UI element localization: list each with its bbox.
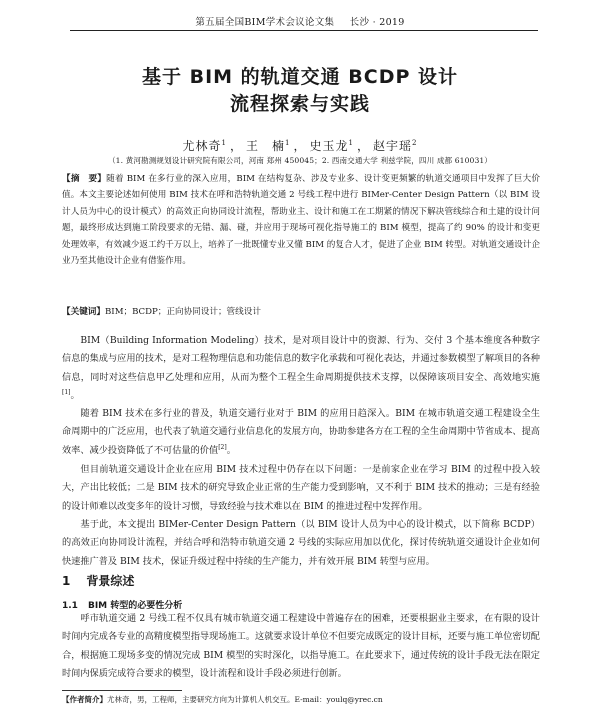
author: 王 楠$^1$ — [246, 139, 291, 153]
author: 史玉龙$^1$ — [309, 139, 354, 153]
body-paragraph: 基于此，本文提出 BIMer-Center Design Pattern（以 BIM 设计人员为中心的设计模式，以下简称 BCDP）的高效正向协同设计流程，并结合呼和浩特市轨道交通 2 号线的实际应用加以优化，探讨传统轨道交通设计企业如何快速推广普及 BIM 技术，保证升级过程中持续的生产能力，并有效开展 BIM 转型与应用。 — [62, 519, 540, 567]
body-paragraph: 呼市轨道交通 2 号线工程不仅具有城市轨道交通工程建设中普遍存在的困难，还要根据业主要求，在有限的设计时间内完成各专业的高精度模型指导现场施工。这就要求设计单位不但要完成既定的设计目标，还要与施工单位密切配合，根据施工现场多变的情况完成 BIM 模型的实时深化，以指导施工。在此要求下，通过传统的设计手段无法在限定时间内保质完成符合要求的模型，设计流程和设计手段必须进行创新。 — [62, 613, 540, 679]
abstract-text: 随着 BIM 在多行业的深入应用，BIM 在结构复杂、涉及专业多、设计变更频繁的轨道交通项目中发挥了巨大价值。本文主要论述如何使用 BIM 技术在呼和浩特轨道交通 2 号线工程中进行 BIMer-Center Design Pattern（以 BIM 设计人员为中心的设计模式）的高效正向协同设计流程，帮助业主、设计和施工在工期紧的情况下解决管线综合和土建的设计问题，最终形成达到施工阶段要求的无错、漏、碰，并应用于现场可视化指导施工的 BIM 模型，提高了约 90% 的设计和变更处理效率，有效减少返工约千万以上，培养了一批既懂专业又懂 BIM 的复合人才，促进了企业 BIM 转型。对轨道交通设计企业乃至其他设计企业有借鉴作用。 — [62, 174, 540, 267]
author-footnote — [62, 694, 383, 705]
running-header — [0, 14, 600, 28]
keywords-text: BIM；BCDP；正向协同设计；管线设计 — [104, 307, 261, 317]
keywords-label: 【关键词】 — [62, 307, 105, 317]
subsection-number: 1.1 — [62, 601, 78, 611]
body-paragraph: 随着 BIM 技术在多行业的普及，轨道交通行业对于 BIM 的应用日趋深入。BIM 在城市轨道交通工程建设全生命周期中的广泛应用，也代表了轨道交通行业信息化的发展方向，协助参建各方在工程的全生命周期中节省成本、提高效率、减少投资降低了不可估量的价值[2]。 — [62, 408, 540, 456]
title-line-1: 基于 BIM 的轨道交通 BCDP 设计 — [141, 66, 459, 88]
footnote-label: 【作者简介】 — [62, 695, 107, 704]
keywords — [62, 305, 540, 319]
author-separator: ， — [293, 139, 307, 153]
section-title: 背景综述 — [86, 574, 135, 588]
section-number: 1 — [62, 574, 71, 588]
author-list — [0, 137, 600, 154]
citation: [2] — [218, 443, 227, 451]
body-paragraph: 但目前轨道交通设计企业在应用 BIM 技术过程中仍存在以下问题：一是前家企业在学习 BIM 的过程中投入较大，产出比较低；二是 BIM 技术的研究导致企业正常的生产能力受到影响，又不利于 BIM 技术的推动；三是有经验的设计师难以改变多年的设计习惯，导致经验与技术难以在 BIM 的推进过程中发挥作用。 — [62, 464, 540, 512]
abstract-label: 【摘 要】 — [62, 174, 107, 184]
author-separator: ， — [356, 139, 370, 153]
affiliation: （1. 黄河勘测规划设计研究院有限公司，河南 郑州 450045；2. 西南交通大学 利兹学院，四川 成都 610031） — [107, 156, 493, 165]
subsection-title: BIM 转型的必要性分析 — [87, 601, 183, 611]
citation: [1] — [62, 388, 71, 396]
footnote-rule — [62, 690, 182, 691]
conference-name: 第五届全国BIM学术会议论文集 — [195, 17, 335, 28]
conference-location: 长沙 · 2019 — [349, 17, 405, 28]
paper-title — [0, 64, 600, 118]
author: 尤林奇$^1$ — [182, 139, 227, 153]
section-heading — [62, 572, 134, 589]
body-paragraph: BIM（Building Information Modeling）技术，是对项目设计中的资源、行为、交付 3 个基本维度各种数字信息的集成与应用的技术，是对工程物理信息和功能信息的数字化承载和可视化表达，并通过参数模型了解项目的各种信息，同时对这些信息甲乙处理和应用，从而为整个工程全生命周期提供技术支撑，以保障该项目安全、高效地实施[1]。 — [62, 335, 540, 401]
abstract — [62, 171, 540, 269]
author-separator: ， — [229, 139, 243, 153]
header-rule — [70, 30, 538, 31]
footnote-text: 尤林奇，男，工程师，主要研究方向为计算机人机交互。E-mail：youlq@yrec.cn — [107, 695, 383, 704]
author: 赵宇瑶$^2$ — [373, 139, 418, 153]
title-line-2: 流程探索与实践 — [229, 93, 370, 115]
